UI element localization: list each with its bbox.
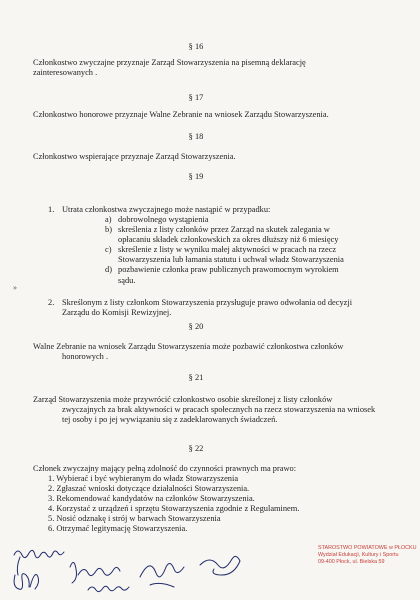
signatures-image [0, 535, 300, 600]
right-item-6: 6. Otrzymać legitymację Stowarzyszenia. [48, 524, 188, 533]
section-heading-16: § 16 [188, 42, 204, 51]
section-heading-20: § 20 [188, 322, 204, 331]
section-heading-19: § 19 [188, 172, 204, 181]
sub-item-b-letter: b) [105, 225, 112, 234]
signature-4 [88, 586, 129, 591]
sub-item-b-line-1: skreślenia z listy członków przez Zarząd na skutek zalegania w [118, 225, 330, 234]
right-item-2: 2. Zgłaszać wnioski dotyczące działalności Stowarzyszenia. [48, 484, 250, 493]
signature-2 [14, 574, 38, 590]
list-item-1-text: Utrata członkostwa zwyczajnego może nastąpić w przypadku: [62, 205, 271, 214]
signature-3 [70, 562, 120, 583]
signature-5 [140, 563, 184, 587]
list-number-1: 1. [48, 205, 55, 214]
sub-item-d-line-2: sądu. [118, 276, 136, 285]
sub-item-d-letter: d) [105, 265, 112, 274]
list-item-2-line-1: Skreślonym z listy członkom Stowarzyszenia przysługuje prawo odwołania od decyzji [62, 298, 353, 307]
stamp-line-2: Wydział Edukacji, Kultury i Sportu [318, 552, 399, 558]
paragraph-17: Członkostwo honorowe przyznaje Walne Zebranie na wniosek Zarządu Stowarzyszenia. [33, 110, 329, 119]
stamp-line-1: STAROSTWO POWIATOWE w PŁOCKU [318, 545, 417, 551]
paragraph-21-line-1: Zarząd Stowarzyszenia może przywrócić członkostwo osobie skreślonej z listy członków [33, 395, 333, 404]
paragraph-18: Członkostwo wspierające przyznaje Zarząd Stowarzyszenia. [33, 152, 236, 161]
signature-6 [200, 556, 240, 575]
stamp-line-3: 09-400 Płock, ul. Bielska 59 [318, 559, 385, 565]
section-heading-18: § 18 [188, 132, 204, 141]
paragraph-20-line-1: Walne Zebranie na wniosek Zarządu Stowarzyszenia może pozbawić członkostwa członków [33, 342, 344, 351]
sub-item-c-line-2: Stowarzyszenia lub łamania statutu i uchwał władz Stowarzyszenia [118, 255, 344, 264]
section-heading-22: § 22 [188, 444, 204, 453]
sub-item-c-letter: c) [105, 245, 112, 254]
sub-item-d-line-1: pozbawienie członka praw publicznych prawomocnym wyrokiem [118, 265, 339, 274]
margin-mark: » [13, 283, 17, 292]
section-heading-21: § 21 [188, 373, 204, 382]
paragraph-22-intro: Członek zwyczajny mający pełną zdolność do czynności prawnych ma prawo: [33, 464, 297, 473]
right-item-1: 1. Wybierać i być wybieranym do władz Stowarzyszenia [48, 474, 239, 483]
sub-item-a-line-1: dobrowolnego wystąpienia [118, 215, 209, 224]
sub-item-b-line-2: opłacaniu składek członkowskich za okres dłuższy niż 6 miesięcy [118, 235, 339, 244]
paragraph-21-line-3: tej osoby i po jej wywiązaniu się z zadeklarowanych świadczeń. [62, 415, 278, 424]
list-number-2: 2. [48, 298, 55, 307]
sub-item-c-line-1: skreślenie z listy w wyniku małej aktywności w pracach na rzecz [118, 245, 337, 254]
paragraph-16-line-2: zainteresowanych . [33, 68, 98, 77]
paragraph-20-line-2: honorowych . [62, 352, 109, 361]
right-item-5: 5. Nosić odznakę i strój w barwach Stowarzyszenia [48, 514, 221, 523]
list-item-2-line-2: Zarządu do Komisji Rewizyjnej. [62, 308, 172, 317]
paragraph-16-line-1: Członkostwo zwyczajne przyznaje Zarząd Stowarzyszenia na pisemną deklarację [33, 58, 306, 67]
paragraph-21-line-2: zwyczajnych za brak aktywności w pracach społecznych na rzecz stowarzyszenia na wniosek [62, 405, 376, 414]
official-stamp [318, 545, 418, 591]
section-heading-17: § 17 [188, 93, 204, 102]
right-item-4: 4. Korzystać z urządzeń i sprzętu Stowarzyszenia zgodnie z Regulaminem. [48, 504, 300, 513]
right-item-3: 3. Rekomendować kandydatów na członków Stowarzyszenia. [48, 494, 255, 503]
signature-1 [14, 550, 64, 575]
sub-item-a-letter: a) [105, 215, 112, 224]
